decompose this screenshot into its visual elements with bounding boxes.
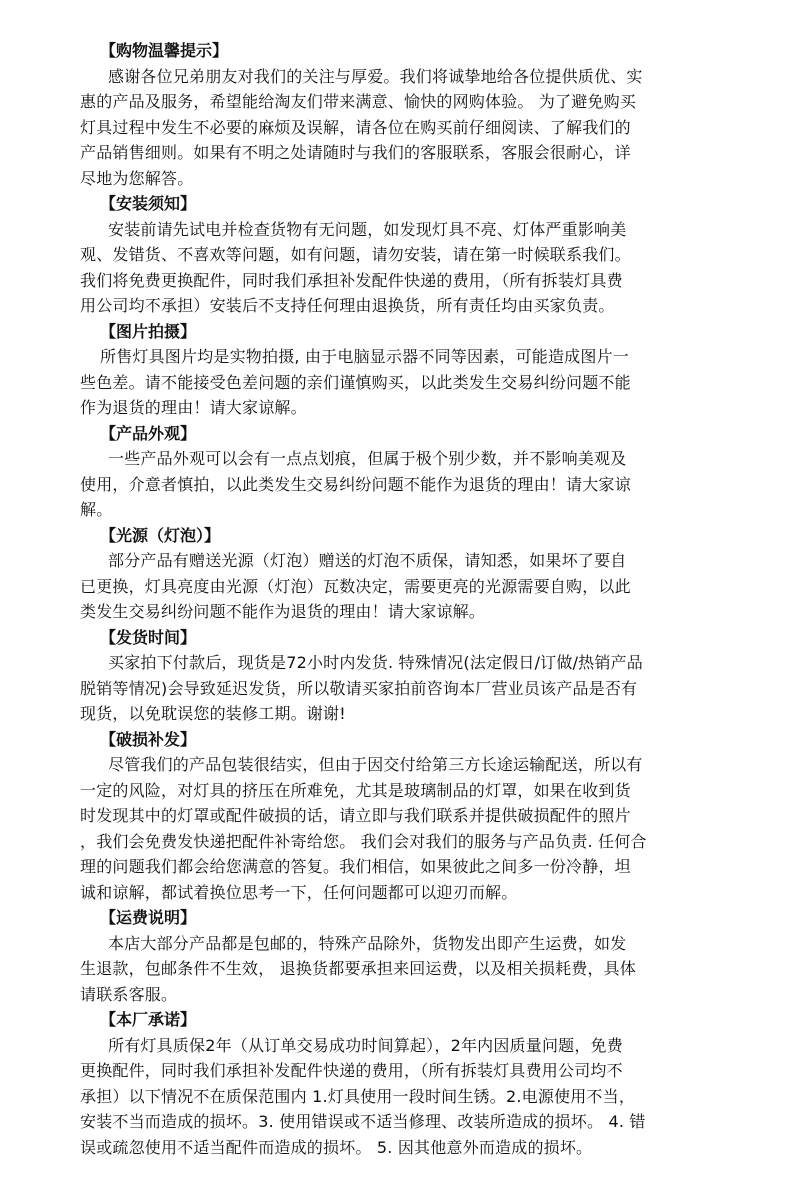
paragraph-line: 安装不当而造成的损坏。3. 使用错误或不适当修理、改装所造成的损坏。 4. 错 (80, 1112, 646, 1131)
section-shipping-fee (80, 905, 706, 1007)
section-appearance (80, 421, 706, 523)
section-damage-replacement (80, 727, 706, 906)
section-heading: 【破损补发】 (100, 729, 197, 749)
paragraph-line: 观、发错货、不喜欢等问题，如有问题，请勿安装，请在第一时候联系我们。 (80, 245, 631, 264)
section-heading: 【产品外观】 (100, 423, 197, 443)
section-shopping-tips (80, 38, 706, 191)
paragraph-line: 所有灯具质保2年（从订单交易成功时间算起），2年内因质量问题，免费 (108, 1035, 623, 1055)
section-installation (80, 191, 706, 319)
section-heading: 【安装须知】 (100, 194, 197, 213)
paragraph-line: 使用，介意者慎拍，以此类发生交易纠纷问题不能作为退货的理由！请大家谅 (80, 474, 631, 494)
paragraph-line: 作为退货的理由！请大家谅解。 (80, 398, 307, 417)
paragraph-line: 误或疏忽使用不适当配件而造成的损坏。 5. 因其他意外而造成的损坏。 (80, 1137, 593, 1157)
paragraph-line: 理的问题我们都会给您满意的答复。我们相信，如果彼此之间多一份冷静，坦 (80, 857, 631, 876)
paragraph-line: 诚和谅解，都试着换位思考一下，任何问题都可以迎刃而解。 (80, 882, 518, 902)
paragraph-line: 灯具过程中发生不必要的麻烦及误解，请各位在购买前仔细阅读、了解我们的 (80, 117, 631, 137)
paragraph-line: 类发生交易纠纷问题不能作为退货的理由！请大家谅解。 (80, 602, 486, 621)
paragraph-line: 更换配件，同时我们承担补发配件快递的费用，（所有拆装灯具费用公司均不 (80, 1061, 623, 1080)
paragraph-line: 些色差。请不能接受色差问题的亲们谨慎购买，以此类发生交易纠纷问题不能 (80, 372, 631, 392)
section-paragraph (80, 931, 706, 1008)
paragraph-line: 尽管我们的产品包装很结实，但由于因交付给第三方长途运输配送，所以有 (108, 755, 643, 774)
section-paragraph (80, 1033, 706, 1161)
section-paragraph (80, 752, 706, 905)
paragraph-line: 部分产品有赠送光源（灯泡）赠送的灯泡不质保，请知悉，如果坏了要自 (108, 551, 627, 570)
section-light-source (80, 523, 706, 625)
paragraph-line: ，我们会免费发快递把配件补寄给您。 我们会对我们的服务与产品负责. 任何合 (80, 831, 647, 851)
paragraph-line: 解。 (80, 500, 113, 519)
paragraph-line: 请联系客服。 (80, 984, 178, 1004)
section-paragraph (80, 548, 706, 625)
paragraph-line: 用公司均不承担）安装后不支持任何理由退换货，所有责任均由买家负责。 (80, 296, 615, 315)
section-paragraph (80, 64, 706, 192)
paragraph-line: 时发现其中的灯罩或配件破损的话，请立即与我们联系并提供破损配件的照片 (80, 806, 631, 825)
paragraph-line: 安装前请先试电并检查货物有无问题，如发现灯具不亮、灯体严重影响美 (108, 219, 627, 239)
section-factory-promise (80, 1007, 706, 1160)
section-photography (80, 319, 706, 421)
section-heading: 【光源（灯泡）】 (100, 525, 221, 545)
section-heading: 【发货时间】 (100, 627, 197, 647)
paragraph-line: 一些产品外观可以会有一点点划痕，但属于极个别少数，并不影响美观及 (108, 449, 627, 468)
section-shipping-time (80, 625, 706, 727)
section-heading: 【运费说明】 (100, 908, 197, 927)
section-paragraph (80, 446, 706, 523)
paragraph-line: 本店大部分产品都是包邮的，特殊产品除外，货物发出即产生运费，如发 (108, 933, 627, 953)
paragraph-line: 一定的风险，对灯具的挤压在所难免，尤其是玻璃制品的灯罩，如果在收到货 (80, 780, 631, 800)
section-paragraph (80, 650, 706, 727)
paragraph-line: 承担）以下情况不在质保范围内 1.灯具使用一段时间生锈。2.电源使用不当， (80, 1086, 636, 1106)
paragraph-line: 尽地为您解答。 (80, 168, 194, 188)
section-heading: 【图片拍摄】 (100, 321, 197, 341)
section-paragraph (80, 344, 706, 421)
paragraph-line: 脱销等情况)会导致延迟发货，所以敬请买家拍前咨询本厂营业员该产品是否有 (80, 678, 638, 698)
paragraph-line: 惠的产品及服务，希望能给淘友们带来满意、愉快的网购体验。 为了避免购买 (80, 92, 637, 111)
paragraph-line: 感谢各位兄弟朋友对我们的关注与厚爱。我们将诚挚地给各位提供质优、实 (108, 66, 643, 86)
paragraph-line: 我们将免费更换配件，同时我们承担补发配件快递的费用，（所有拆装灯具费 (80, 270, 623, 290)
paragraph-line: 买家拍下付款后，现货是72小时内发货. 特殊情况(法定假日/订做/热销产品 (108, 653, 643, 672)
paragraph-line: 生退款，包邮条件不生效， 退换货都要承担来回运费，以及相关损耗费，具体 (80, 959, 637, 978)
section-heading: 【购物温馨提示】 (100, 41, 229, 60)
paragraph-line: 所售灯具图片均是实物拍摄, 由于电脑显示器不同等因素，可能造成图片一 (100, 347, 629, 366)
paragraph-line: 已更换，灯具亮度由光源（灯泡）瓦数决定，需要更亮的光源需要自购，以此 (80, 576, 631, 596)
section-paragraph (80, 217, 706, 319)
paragraph-line: 现货，以免耽误您的装修工期。谢谢! (80, 704, 346, 723)
paragraph-line: 产品销售细则。如果有不明之处请随时与我们的客服联系，客服会很耐心，详 (80, 143, 631, 162)
section-heading: 【本厂承诺】 (100, 1010, 197, 1029)
